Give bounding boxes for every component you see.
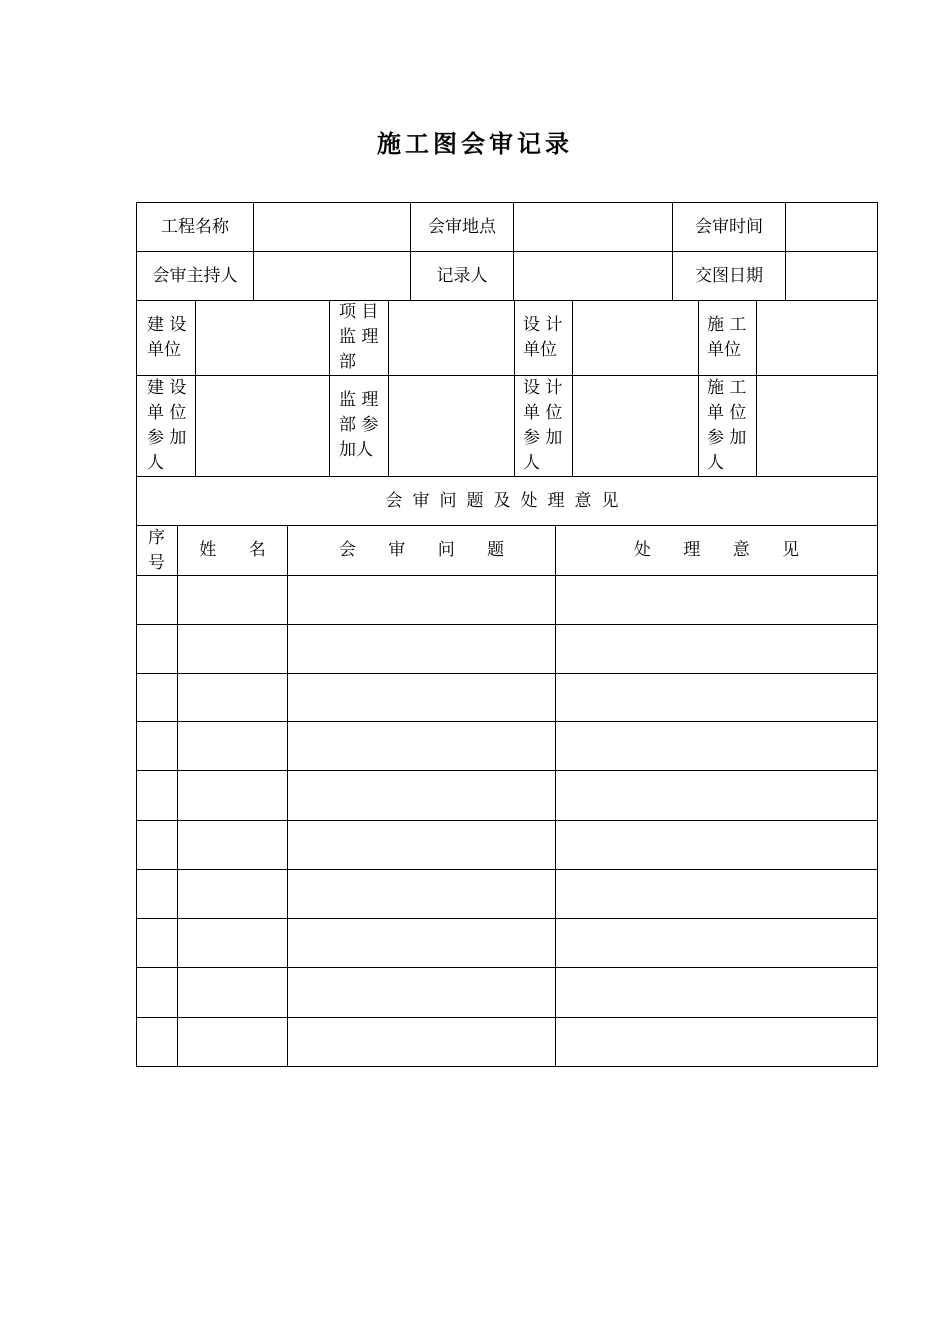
column-divider: [756, 300, 757, 476]
review-location-label: 会审地点: [428, 216, 496, 237]
column-divider: [513, 202, 514, 300]
contractor-participants-label: 施 工 单 位 参 加 人: [707, 378, 747, 473]
row-divider: [136, 300, 878, 301]
review-form-table: [136, 202, 878, 1067]
page-title: 施工图会审记录: [377, 129, 573, 158]
row-divider: [136, 770, 878, 771]
column-divider: [253, 202, 254, 300]
contractor-unit-label: 施 工 单位: [707, 315, 747, 360]
column-divider: [388, 300, 389, 476]
handling-column-header: 处 理 意 见: [633, 540, 800, 560]
row-divider: [136, 721, 878, 722]
row-divider: [136, 869, 878, 870]
row-divider: [136, 820, 878, 821]
designer-participants-label: 设 计 单 位 参 加 人: [523, 378, 563, 473]
review-time-label: 会审时间: [695, 216, 763, 237]
host-label: 会审主持人: [152, 265, 238, 286]
seq-column-header: 序 号: [148, 528, 165, 573]
row-divider: [136, 918, 878, 919]
drawing-date-label: 交图日期: [695, 265, 763, 286]
column-divider: [514, 300, 515, 476]
supervision-participants-label: 监 理 部 参 加人: [339, 390, 379, 460]
owner-participants-label: 建 设 单 位 参 加 人: [147, 378, 187, 473]
row-divider: [136, 1017, 878, 1018]
owner-unit-label: 建 设 单位: [147, 315, 187, 360]
column-divider: [177, 525, 178, 1067]
column-divider: [195, 300, 196, 476]
column-divider: [329, 300, 330, 476]
issue-column-header: 会 审 问 题: [338, 540, 505, 560]
column-divider: [572, 300, 573, 476]
section-header: 会审问题及处理意见: [385, 490, 629, 511]
row-divider: [136, 624, 878, 625]
supervision-unit-label: 项 目 监 理 部: [339, 302, 379, 372]
designer-unit-label: 设 计 单位: [523, 315, 563, 360]
row-divider: [136, 673, 878, 674]
column-divider: [555, 525, 556, 1067]
row-divider: [136, 575, 878, 576]
row-divider: [136, 967, 878, 968]
row-divider: [136, 375, 878, 376]
column-divider: [287, 525, 288, 1067]
project-name-label: 工程名称: [161, 216, 229, 237]
column-divider: [785, 202, 786, 300]
recorder-label: 记录人: [436, 265, 488, 286]
column-divider: [698, 300, 699, 476]
name-column-header: 姓 名: [199, 540, 266, 560]
